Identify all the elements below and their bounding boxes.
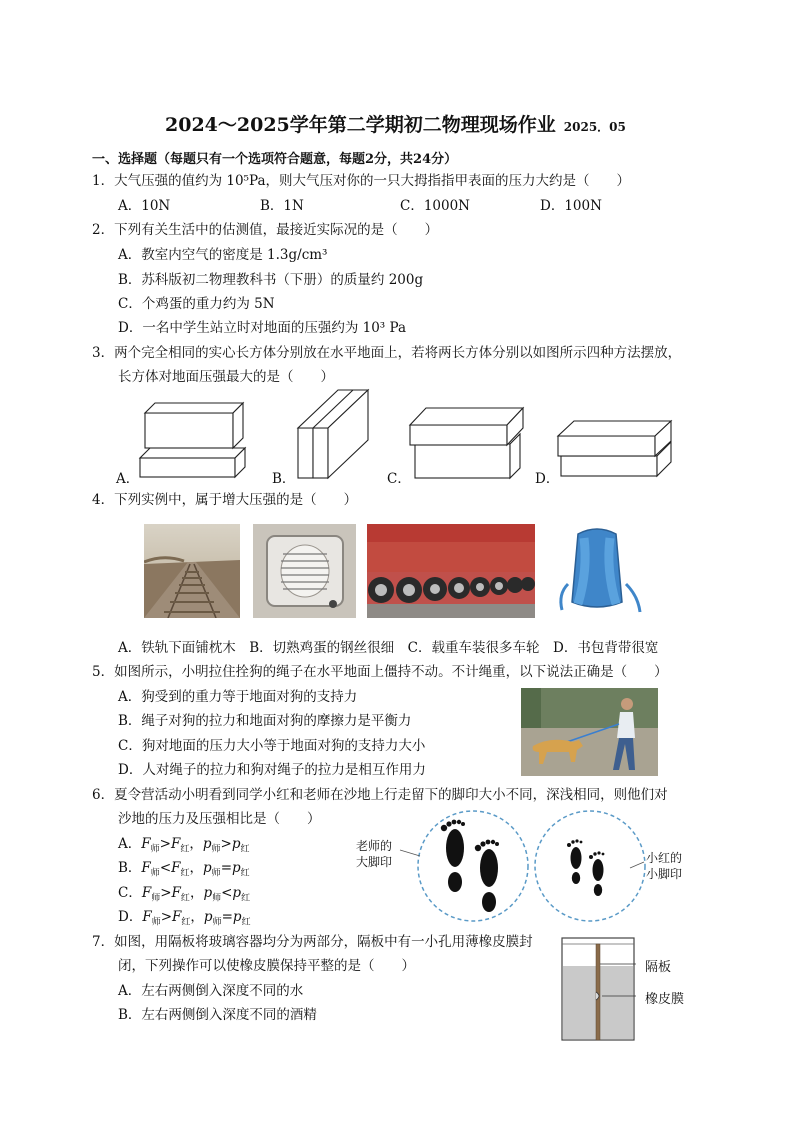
q6-b-sub3: 师 (211, 868, 221, 879)
q6-b-sep: ， (189, 860, 204, 876)
q2-option-b: B．苏科版初二物理教科书（下册）的质量约 200g (118, 272, 424, 288)
q6-c-sub2: 红 (180, 893, 190, 904)
q3-option-c: C． (387, 471, 411, 487)
q6-c-sub4: 红 (241, 893, 251, 904)
red-label-line1: 小红的 (646, 851, 683, 865)
teacher-label-line1: 老师的 (356, 839, 393, 853)
red-footprint-icons (567, 839, 604, 896)
q1-option-a: A．10N (118, 198, 171, 214)
q3-stem-line2: 长方体对地面压强最大的是（ ） (118, 369, 334, 385)
membrane-label: 橡皮膜 (645, 992, 685, 1007)
q5-option-c: C．狗对地面的压力大小等于地面对狗的支持力大小 (118, 738, 426, 754)
q4-stem: 4．下列实例中，属于增大压强的是（ ） (92, 492, 358, 508)
q6-d-sub1: 师 (151, 917, 161, 928)
q5-option-a: A．狗受到的重力等于地面对狗的支持力 (118, 689, 358, 705)
q5-stem: 5．如图所示，小明拉住拴狗的绳子在水平地面上僵持不动。不计绳重，以下说法正确是（ ） (92, 664, 668, 680)
teacher-footprint-icons (441, 820, 499, 912)
q6-a-sub4: 红 (240, 844, 250, 855)
q6-b-sub1: 师 (150, 868, 160, 879)
divider-label: 隔板 (645, 960, 672, 975)
q6-a-p: p (202, 836, 212, 852)
q6-d-label: D． (118, 909, 143, 925)
q3-option-d: D． (535, 471, 560, 487)
q4-options: A．铁轨下面铺枕木 B．切熟鸡蛋的钢丝很细 C．载重车装很多车轮 D．书包背带很宽 (118, 640, 659, 656)
q6-c-rel1: > (160, 885, 172, 901)
q6-a-F2: F (170, 836, 181, 852)
man-with-dog-photo (521, 688, 658, 776)
q6-c-p: p (203, 885, 213, 901)
q5-option-d: D．人对绳子的拉力和狗对绳子的拉力是相互作用力 (118, 762, 426, 778)
q6-option-d (118, 908, 251, 932)
red-circle (535, 811, 645, 921)
q6-b-label: B． (118, 860, 142, 876)
q6-d-p2: p (232, 909, 242, 925)
teacher-footprint-label (356, 838, 392, 870)
q6-c-rel2: < (221, 885, 233, 901)
teacher-label-line2: 大脚印 (356, 855, 393, 869)
q2-option-c: C．个鸡蛋的重力约为 5N (118, 296, 275, 312)
backpack-photo (548, 524, 646, 618)
q3-option-a: A． (116, 471, 140, 487)
q1-option-d: D．100N (540, 198, 602, 214)
q6-a-sub1: 师 (150, 844, 160, 855)
q6-a-label: A． (118, 836, 142, 852)
q6-a-rel2: > (220, 836, 232, 852)
q6-d-sub3: 师 (212, 917, 222, 928)
q6-stem-line2: 沙地的压力及压强相比是（ ） (118, 811, 321, 827)
q7-option-a: A．左右两侧倒入深度不同的水 (118, 983, 304, 999)
red-label-line2: 小脚印 (646, 867, 683, 881)
q1-option-b: B．1N (260, 198, 304, 214)
q2-stem: 2．下列有关生活中的估测值，最接近实际况的是（ ） (92, 222, 439, 238)
q6-c-sub1: 师 (151, 893, 161, 904)
q6-a-p2: p (231, 836, 241, 852)
container-divider-figure (560, 936, 640, 1044)
q6-d-F2: F (172, 909, 182, 925)
title-text: 2024～2025学年第二学期初二物理现场作业 (165, 114, 556, 136)
q6-d-F: F (142, 909, 152, 925)
page-title (165, 110, 626, 137)
q1-stem: 1．大气压强的值约为 10⁵Pa，则大气压对你的一只大拇指指甲表面的压力大约是（ ） (92, 173, 630, 189)
q3-stem-line1: 3．两个完全相同的实心长方体分别放在水平地面上，若将两长方体分别以如图所示四种方法摆放， (92, 345, 682, 361)
q6-b-p2: p (232, 860, 241, 876)
q6-a-sub3: 师 (211, 844, 221, 855)
q7-stem-line2: 闭，下列操作可以使橡皮膜保持平整的是（ ） (118, 958, 415, 974)
q6-a-sep: ， (189, 836, 203, 852)
q6-d-sub2: 红 (181, 917, 191, 928)
q6-b-F2: F (171, 860, 181, 876)
q1-option-c: C．1000N (400, 198, 470, 214)
q6-b-sub4: 红 (240, 868, 250, 879)
q2-option-a: A．教室内空气的密度是 1.3g/cm³ (118, 247, 328, 263)
section-heading: 一、选择题（每题只有一个选项符合题意，每题2分，共24分） (92, 152, 458, 167)
q6-d-sub4: 红 (241, 917, 251, 928)
q6-c-F: F (141, 885, 152, 901)
q7-option-b: B．左右两侧倒入深度不同的酒精 (118, 1007, 317, 1023)
q7-stem-line1: 7．如图，用隔板将玻璃容器均分为两部分，隔板中有一小孔用薄橡皮膜封 (92, 934, 533, 950)
q6-c-label: C． (118, 885, 142, 901)
q6-c-sep: ， (189, 885, 204, 901)
title-date: 2025．05 (563, 120, 626, 134)
egg-slicer-photo (253, 524, 356, 618)
footprints-figure (398, 808, 658, 926)
q6-d-p: p (203, 909, 213, 925)
q6-a-sub2: 红 (180, 844, 190, 855)
q6-d-rel1: > (160, 909, 173, 925)
heavy-truck-photo (367, 524, 535, 618)
q6-b-p: p (203, 860, 212, 876)
q6-b-F: F (141, 860, 151, 876)
q6-c-F2: F (171, 885, 181, 901)
q6-d-sep: ， (190, 909, 204, 925)
q6-b-rel2: = (220, 860, 232, 876)
teacher-circle (418, 811, 528, 921)
q6-d-rel2: = (221, 909, 233, 925)
q6-a-F: F (141, 836, 151, 852)
q6-a-rel1: > (159, 836, 171, 852)
q6-stem-line1: 6．夏令营活动小明看到同学小红和老师在沙地上行走留下的脚印大小不同，深浅相同，则他们对 (92, 787, 668, 803)
q6-option-b (118, 859, 250, 883)
q6-option-c (118, 884, 250, 908)
q6-b-rel1: < (159, 860, 172, 876)
q6-c-sub3: 师 (212, 893, 222, 904)
q5-option-b: B．绳子对狗的拉力和地面对狗的摩擦力是平衡力 (118, 713, 412, 729)
q3-option-b: B． (272, 471, 296, 487)
q6-c-p2: p (232, 885, 242, 901)
q6-option-a (118, 835, 250, 859)
railway-track-photo (144, 524, 240, 618)
q6-b-sub2: 红 (180, 868, 190, 879)
q2-option-d: D．一名中学生站立时对地面的压强约为 10³ Pa (118, 320, 407, 336)
